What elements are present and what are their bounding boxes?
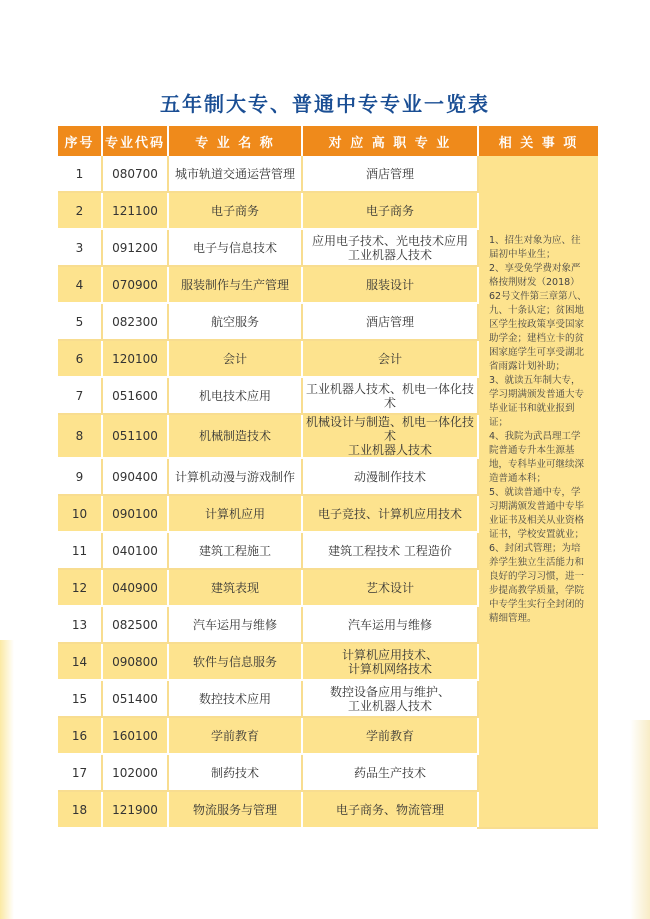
right-edge-decoration — [630, 720, 650, 919]
cell-higher-major: 工业机器人技术、机电一体化技术 — [302, 377, 478, 414]
cell-higher-major: 酒店管理 — [302, 156, 478, 192]
note-item: 2、享受免学费对象严格按荆财发（2018）62号文件第三章第八、九、十条认定；贫困地区学生按政策享受国家助学金；建档立卡的贫困家庭学生可享受湖北省雨露计划补助； — [489, 263, 587, 372]
cell-major-code: 051400 — [102, 680, 168, 717]
cell-number: 15 — [58, 680, 102, 717]
cell-major-code: 091200 — [102, 229, 168, 266]
cell-number: 6 — [58, 340, 102, 377]
cell-higher-major: 药品生产技术 — [302, 754, 478, 791]
page-title: 五年制大专、普通中专专业一览表 — [160, 92, 490, 116]
column-header-no: 序号 — [58, 126, 102, 156]
cell-number: 2 — [58, 192, 102, 229]
cell-major-code: 102000 — [102, 754, 168, 791]
cell-major-code: 051600 — [102, 377, 168, 414]
cell-major-code: 082300 — [102, 303, 168, 340]
cell-major-code: 090400 — [102, 458, 168, 495]
cell-major-name: 计算机动漫与游戏制作 — [168, 458, 302, 495]
cell-higher-major: 学前教育 — [302, 717, 478, 754]
cell-major-code: 040900 — [102, 569, 168, 606]
table-row — [58, 156, 598, 192]
table-header-row — [58, 126, 598, 156]
cell-higher-major: 会计 — [302, 340, 478, 377]
cell-number: 17 — [58, 754, 102, 791]
note-item: 1、招生对象为应、往届初中毕业生； — [489, 235, 581, 260]
cell-major-name: 电子商务 — [168, 192, 302, 229]
cell-major-name: 软件与信息服务 — [168, 643, 302, 680]
cell-number: 18 — [58, 791, 102, 828]
cell-major-name: 航空服务 — [168, 303, 302, 340]
cell-number: 5 — [58, 303, 102, 340]
cell-major-name: 机械制造技术 — [168, 414, 302, 458]
column-header-code: 专业代码 — [102, 126, 168, 156]
cell-major-name: 学前教育 — [168, 717, 302, 754]
cell-major-name: 建筑表现 — [168, 569, 302, 606]
cell-major-code: 040100 — [102, 532, 168, 569]
cell-major-name: 电子与信息技术 — [168, 229, 302, 266]
cell-major-name: 城市轨道交通运营管理 — [168, 156, 302, 192]
cell-number: 14 — [58, 643, 102, 680]
cell-higher-major: 应用电子技术、光电技术应用 工业机器人技术 — [302, 229, 478, 266]
cell-number: 8 — [58, 414, 102, 458]
cell-higher-major: 汽车运用与维修 — [302, 606, 478, 643]
cell-major-code: 090800 — [102, 643, 168, 680]
left-edge-decoration — [0, 640, 14, 919]
column-header-notes: 相 关 事 项 — [478, 126, 598, 156]
cell-major-name: 机电技术应用 — [168, 377, 302, 414]
cell-number: 13 — [58, 606, 102, 643]
cell-number: 4 — [58, 266, 102, 303]
cell-major-name: 服装制作与生产管理 — [168, 266, 302, 303]
cell-major-name: 制药技术 — [168, 754, 302, 791]
cell-major-code: 120100 — [102, 340, 168, 377]
cell-major-name: 物流服务与管理 — [168, 791, 302, 828]
cell-major-name: 汽车运用与维修 — [168, 606, 302, 643]
cell-higher-major: 酒店管理 — [302, 303, 478, 340]
cell-major-name: 数控技术应用 — [168, 680, 302, 717]
cell-number: 9 — [58, 458, 102, 495]
cell-higher-major: 电子商务 — [302, 192, 478, 229]
cell-major-name: 建筑工程施工 — [168, 532, 302, 569]
cell-number: 10 — [58, 495, 102, 532]
cell-higher-major: 计算机应用技术、 计算机网络技术 — [302, 643, 478, 680]
column-header-higher-major: 对 应 高 职 专 业 — [302, 126, 478, 156]
cell-number: 1 — [58, 156, 102, 192]
column-header-name: 专 业 名 称 — [168, 126, 302, 156]
cell-number: 7 — [58, 377, 102, 414]
cell-number: 3 — [58, 229, 102, 266]
cell-major-code: 051100 — [102, 414, 168, 458]
note-item: 4、我院为武昌理工学院普通专升本生源基地，专科毕业可继续深造普通本科； — [489, 431, 585, 484]
note-item: 6、封闭式管理；为培养学生独立生活能力和良好的学习习惯，进一步提高教学质量，学院中专学生实行全封闭的精细管理。 — [489, 543, 585, 624]
notes-cell — [478, 156, 598, 828]
cell-major-code: 082500 — [102, 606, 168, 643]
note-item: 3、就读五年制大专，学习期满颁发普通大专毕业证书和就业报到证； — [489, 375, 585, 428]
table-body — [58, 156, 598, 828]
note-item: 5、就读普通中专，学习期满颁发普通中专毕业证书及相关从业资格证书，学校安置就业； — [489, 487, 585, 540]
cell-major-name: 会计 — [168, 340, 302, 377]
cell-major-name: 计算机应用 — [168, 495, 302, 532]
cell-major-code: 160100 — [102, 717, 168, 754]
cell-higher-major: 数控设备应用与维护、 工业机器人技术 — [302, 680, 478, 717]
majors-table — [58, 126, 598, 829]
cell-higher-major: 电子商务、物流管理 — [302, 791, 478, 828]
cell-number: 16 — [58, 717, 102, 754]
cell-higher-major: 机械设计与制造、机电一体化技术 工业机器人技术 — [302, 414, 478, 458]
cell-higher-major: 电子竞技、计算机应用技术 — [302, 495, 478, 532]
cell-major-code: 121900 — [102, 791, 168, 828]
cell-major-code: 070900 — [102, 266, 168, 303]
cell-higher-major: 服装设计 — [302, 266, 478, 303]
cell-major-code: 080700 — [102, 156, 168, 192]
cell-major-code: 090100 — [102, 495, 168, 532]
cell-higher-major: 艺术设计 — [302, 569, 478, 606]
cell-higher-major: 建筑工程技术 工程造价 — [302, 532, 478, 569]
cell-higher-major: 动漫制作技术 — [302, 458, 478, 495]
cell-major-code: 121100 — [102, 192, 168, 229]
cell-number: 12 — [58, 569, 102, 606]
cell-number: 11 — [58, 532, 102, 569]
